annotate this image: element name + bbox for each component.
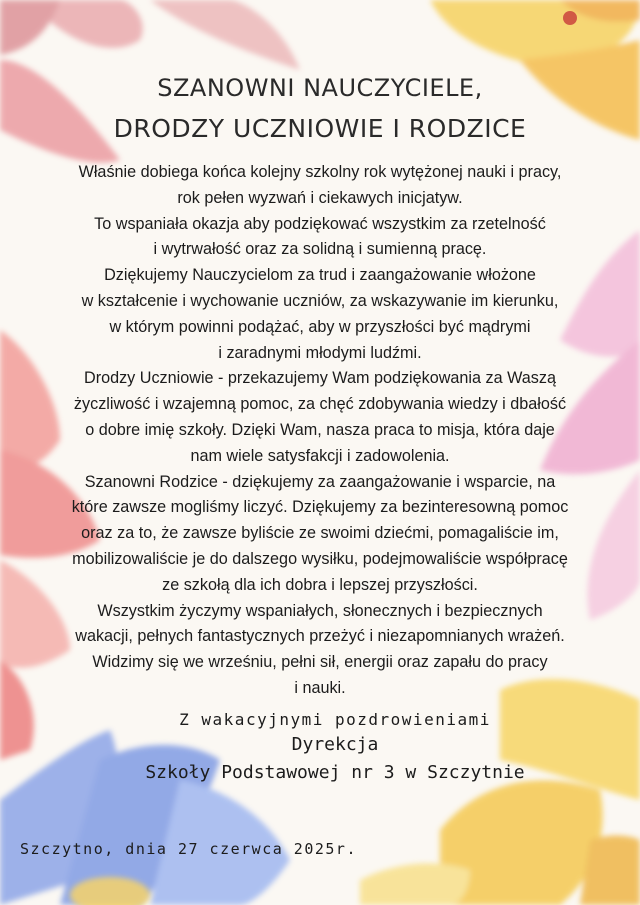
heading-line-2: DRODZY UCZNIOWIE I RODZICE	[113, 114, 527, 143]
date-line: Szczytno, dnia 27 czerwca 2025r.	[20, 840, 357, 858]
letter-body	[20, 160, 620, 702]
body-line: w kształcenie i wychowanie uczniów, za wskazywanie im kierunku,	[81, 291, 559, 310]
body-line: które zawsze mogliśmy liczyć. Dziękujemy za bezinteresowną pomoc	[71, 498, 569, 517]
body-line: nam wiele satysfakcji i zadowolenia.	[190, 446, 450, 465]
body-line: Szanowni Rodzice - dziękujemy za zaangażowanie i wsparcie, na	[84, 472, 556, 491]
body-line: Wszystkim życzymy wspaniałych, słonecznych i bezpiecznych	[97, 601, 543, 620]
body-line: Dziękujemy Nauczycielom za trud i zaangażowanie włożone	[104, 266, 536, 285]
body-line: o dobre imię szkoły. Dzięki Wam, nasza praca to misja, która daje	[85, 420, 555, 439]
body-line: Widzimy się we wrześniu, pełni sił, energii oraz zapału do pracy	[92, 653, 548, 672]
body-line: i wytrwałość oraz za solidną i sumienną pracę.	[153, 240, 487, 259]
signature-school: Szkoły Podstawowej nr 3 w Szczytnie	[145, 762, 525, 783]
heading-line-1: SZANOWNI NAUCZYCIELE,	[157, 74, 483, 102]
body-line: życzliwość i wzajemną pomoc, za chęć zdobywania wiedzy i dbałość	[73, 395, 567, 414]
body-line: ze szkołą dla ich dobra i lepszej przyszłości.	[162, 575, 478, 594]
body-line: mobilizowaliście je do dalszego wysiłku, podejmowaliście współpracę	[72, 549, 568, 568]
body-line: Właśnie dobiega końca kolejny szkolny rok wytężonej nauki i pracy,	[78, 163, 562, 181]
body-line: w którym powinni podążać, aby w przyszłości być mądrymi	[109, 317, 531, 336]
signature-greeting: Z wakacyjnymi pozdrowieniami	[179, 710, 491, 729]
body-line: i zaradnymi młodymi ludźmi.	[218, 343, 422, 362]
body-line: oraz za to, że zawsze byliście ze swoimi dziećmi, pomagaliście im,	[81, 524, 559, 543]
body-line: i nauki.	[294, 678, 346, 697]
body-line: To wspaniała okazja aby podziękować wszystkim za rzetelność	[94, 214, 546, 233]
body-line: Drodzy Uczniowie - przekazujemy Wam podziękowania za Waszą	[84, 369, 556, 388]
body-line: wakacji, pełnych fantastycznych przeżyć i niezapomnianych wrażeń.	[75, 627, 565, 646]
signature-org: Dyrekcja	[291, 734, 379, 755]
body-line: rok pełen wyzwań i ciekawych inicjatyw.	[177, 188, 463, 207]
